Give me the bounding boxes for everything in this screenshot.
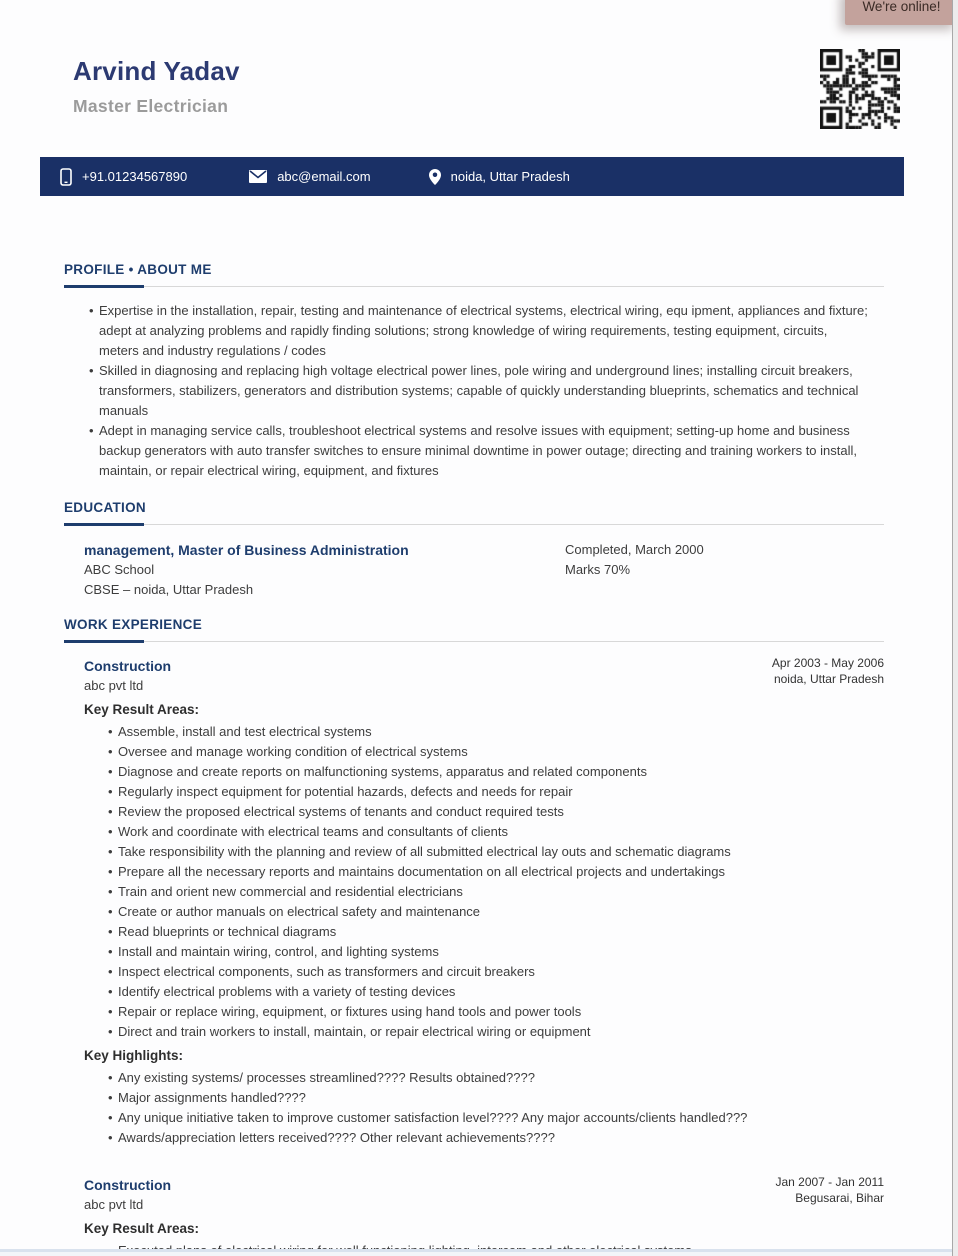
key-highlights-label: Key Highlights: (84, 1048, 184, 1063)
bullet-item: • Read blueprints or technical diagrams (108, 922, 874, 942)
job-title: Construction (84, 1177, 172, 1193)
bullet-item: • Oversee and manage working condition of electrical systems (108, 742, 874, 762)
bullet-item: • Install and maintain wiring, control, and lighting systems (108, 942, 874, 962)
education-marks: Marks 70% (565, 562, 631, 577)
bullet-item: • Review the proposed electrical systems of tenants and conduct required tests (108, 802, 874, 822)
education-entry (84, 540, 884, 600)
key-result-areas-label: Key Result Areas: (84, 702, 200, 717)
education-completed: Completed, March 2000 (565, 542, 704, 557)
job-title: Construction (84, 658, 172, 674)
contact-email (249, 169, 370, 184)
education-meta (565, 540, 704, 580)
bullet-item: • Direct and train workers to install, maintain, or repair electrical wiring or equipment (108, 1022, 874, 1042)
bullet-item: • Prepare all the necessary reports and maintains documentation on all electrical projects and undertakings (108, 862, 874, 882)
section-divider (64, 523, 884, 526)
envelope-icon (249, 170, 267, 183)
job-location: Begusarai, Bihar (795, 1191, 884, 1205)
bullet-item: • Adept in managing service calls, troubleshoot electrical systems and resolve issues with equipment; setting-up home and business backup generators with auto transfer switches to ensure minimal downtime in power outage; directing and training workers to install, maintain, or repair electrical wiring, equipment, and fixtures (89, 421, 869, 481)
job-meta (772, 655, 884, 687)
section-work-experience (64, 617, 884, 1148)
key-result-areas-list (108, 722, 874, 1042)
bullet-item: • Create or author manuals on electrical safety and maintenance (108, 902, 874, 922)
education-degree: management, Master of Business Administration (84, 542, 409, 558)
job-location: noida, Uttar Pradesh (773, 672, 884, 686)
bullet-item: • Diagnose and create reports on malfunctioning systems, apparatus and related components (108, 762, 874, 782)
contact-bar (40, 157, 904, 196)
section-divider (64, 285, 884, 288)
bullet-item: • Major assignments handled???? (108, 1088, 874, 1108)
bullet-item: • Assemble, install and test electrical systems (108, 722, 874, 742)
job-company: abc pvt ltd (84, 1197, 144, 1212)
key-highlights-list (108, 1068, 874, 1148)
section-profile (64, 262, 884, 481)
chat-online-label: We're online! (862, 0, 941, 14)
mobile-icon (60, 168, 72, 186)
bullet-item: • Regularly inspect equipment for potential hazards, defects and needs for repair (108, 782, 874, 802)
candidate-job-title: Master Electrician (73, 96, 229, 116)
education-section-heading: EDUCATION (64, 500, 146, 515)
job-entry-2-wrap (64, 1167, 884, 1256)
contact-email-value: abc@email.com (277, 169, 371, 184)
map-pin-icon (429, 169, 441, 185)
bullet-item: • Any unique initiative taken to improve customer satisfaction level???? Any major accounts/clients handled??? (108, 1108, 874, 1128)
job-company: abc pvt ltd (84, 678, 144, 693)
page-bottom-area (0, 1252, 958, 1256)
profile-section-heading: PROFILE • ABOUT ME (64, 262, 212, 277)
job-dates: Apr 2003 - May 2006 (771, 656, 884, 670)
education-school: ABC School (84, 562, 155, 577)
contact-location-value: noida, Uttar Pradesh (450, 169, 570, 184)
bullet-item: • Repair or replace wiring, equipment, or fixtures using hand tools and power tools (108, 1002, 874, 1022)
work-section-heading: WORK EXPERIENCE (64, 617, 203, 632)
contact-location (429, 169, 570, 185)
job-entry-1 (84, 656, 884, 696)
bullet-item: • Awards/appreciation letters received???? Other relevant achievements???? (108, 1128, 874, 1148)
profile-bullet-list (89, 301, 869, 481)
bullet-item: • Expertise in the installation, repair, testing and maintenance of electrical systems, electrical wiring, equ ipment, appliances and fixture; adept at analyzing problems and rapidly finding solutions; strong knowledge of wiring requirements, testing equipment, circuits, meters and industry regulations / codes (89, 301, 869, 361)
contact-phone (60, 168, 187, 186)
contact-phone-value: +91.01234567890 (82, 169, 188, 184)
bullet-item: • Work and coordinate with electrical teams and consultants of clients (108, 822, 874, 842)
bullet-item: • Take responsibility with the planning and review of all submitted electrical lay outs and schematic diagrams (108, 842, 874, 862)
section-education (64, 500, 884, 600)
chat-online-badge[interactable] (845, 0, 958, 25)
key-result-areas-label: Key Result Areas: (84, 1221, 200, 1236)
bullet-item: • Inspect electrical components, such as transformers and circuit breakers (108, 962, 874, 982)
job-entry-2 (84, 1175, 884, 1215)
education-board: CBSE – noida, Uttar Pradesh (84, 582, 254, 597)
qr-code (820, 49, 900, 129)
section-divider (64, 640, 884, 643)
bullet-item: • Train and orient new commercial and residential electricians (108, 882, 874, 902)
job-dates: Jan 2007 - Jan 2011 (775, 1175, 884, 1189)
bullet-item: • Any existing systems/ processes streamlined???? Results obtained???? (108, 1068, 874, 1088)
window-right-gutter (953, 0, 958, 1256)
bullet-item: • Identify electrical problems with a variety of testing devices (108, 982, 874, 1002)
bullet-item: • Skilled in diagnosing and replacing high voltage electrical power lines, pole wiring and underground lines; installing circuit breakers, transformers, stabilizers, generators and distribution systems; capable of quickly understanding blueprints, schematics and technical manuals (89, 361, 869, 421)
candidate-name: Arvind Yadav (73, 56, 240, 86)
job-meta (775, 1174, 884, 1206)
